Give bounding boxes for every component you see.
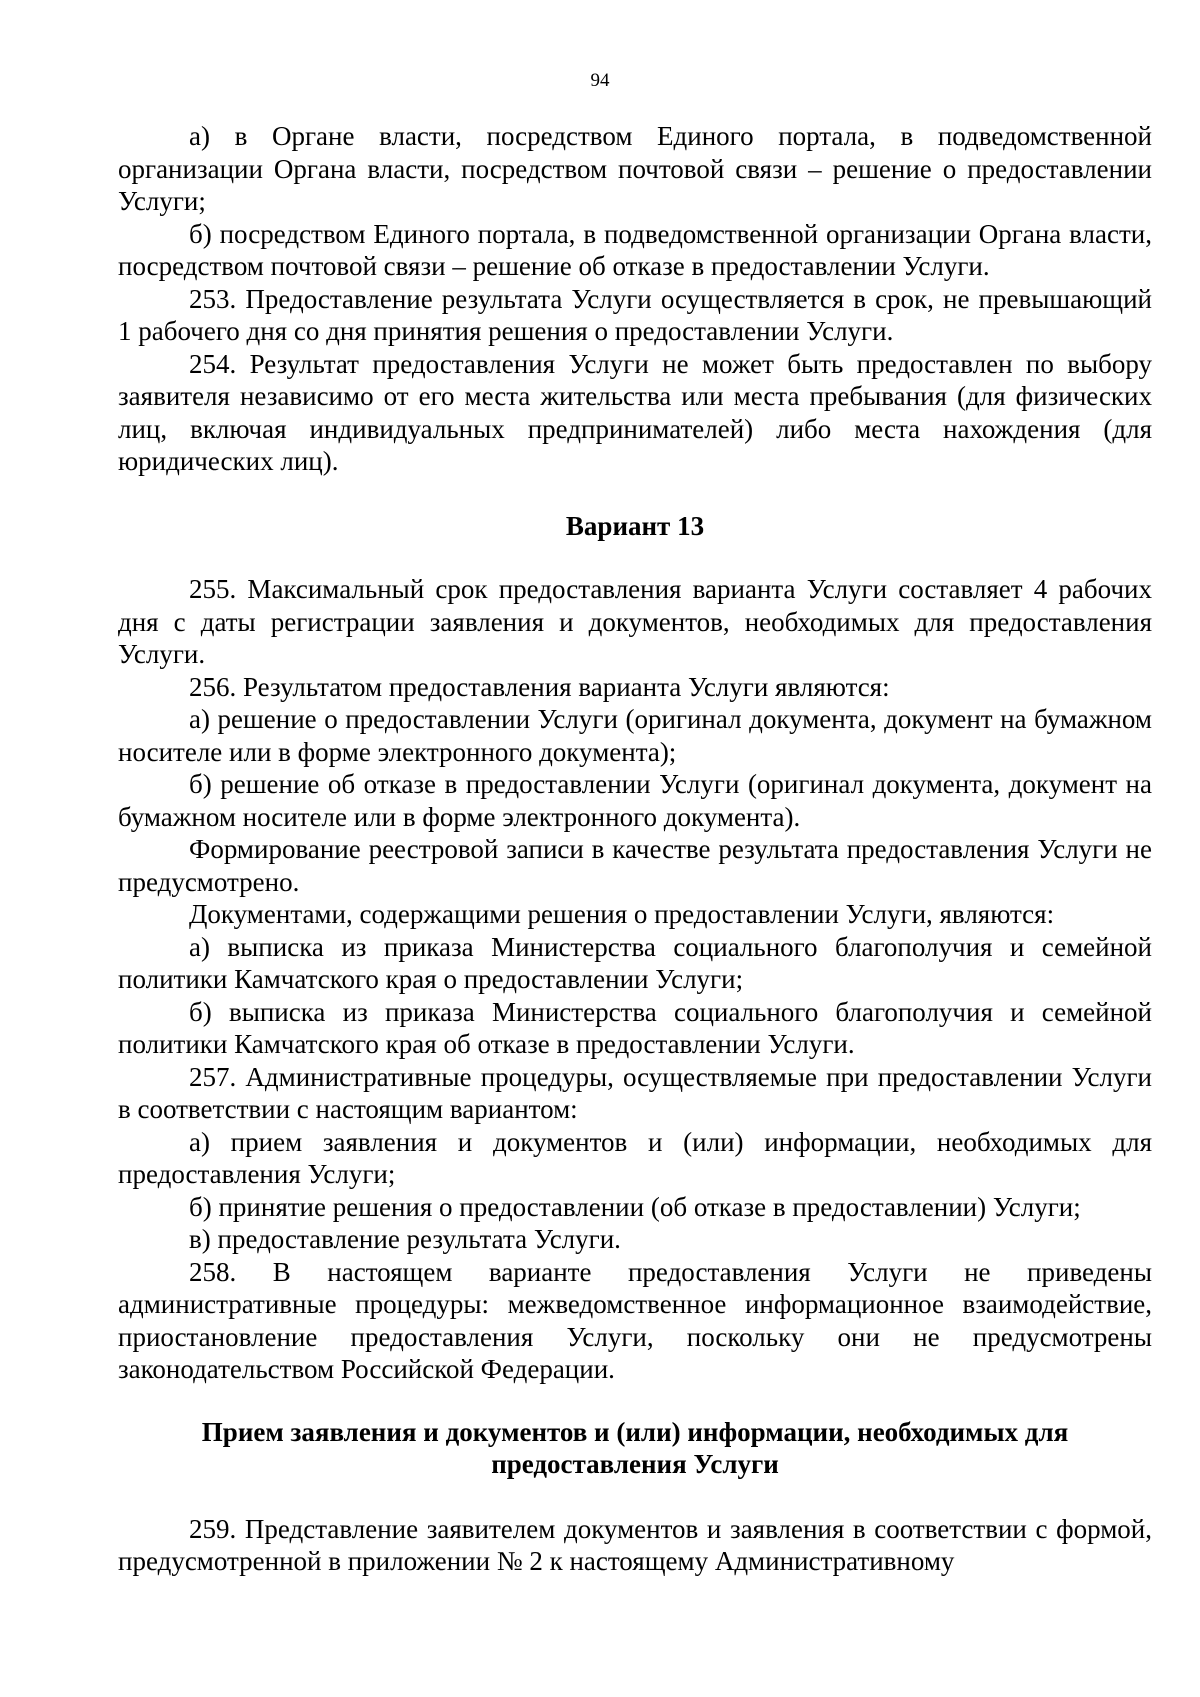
paragraph: б) выписка из приказа Министерства социального благополучия и семейной политики Камчатского края об отказе в предоставлении Услуги. (118, 996, 1152, 1059)
page-number: 94 (590, 70, 610, 91)
paragraph: 257. Административные процедуры, осуществляемые при предоставлении Услуги в соответствии с настоящим вариантом: (118, 1061, 1152, 1124)
paragraph: 254. Результат предоставления Услуги не может быть предоставлен по выбору заявителя независимо от его места жительства или места пребывания (для физических лиц, включая индивидуальных предпринимателей) либо места нахождения (для юридических лиц). (118, 348, 1152, 476)
paragraph: б) принятие решения о предоставлении (об отказе в предоставлении) Услуги; (189, 1191, 1081, 1222)
section-heading-reception (118, 1416, 1152, 1481)
paragraph: а) выписка из приказа Министерства социального благополучия и семейной политики Камчатского края о предоставлении Услуги; (118, 931, 1152, 994)
paragraph: а) в Органе власти, посредством Единого портала, в подведомственной организации Органа власти, посредством почтовой связи – решение о предоставлении Услуги; (118, 121, 1152, 216)
paragraph: а) прием заявления и документов и (или) информации, необходимых для предоставления Услуги; (118, 1126, 1152, 1189)
paragraph: в) предоставление результата Услуги. (189, 1224, 621, 1254)
paragraph: 253. Предоставление результата Услуги осуществляется в срок, не превышающий 1 рабочего дня со дня принятия решения о предоставлении Услуги. (118, 283, 1152, 346)
section-heading-variant: Вариант 13 (565, 510, 705, 541)
paragraph: б) посредством Единого портала, в подведомственной организации Органа власти, посредством почтовой связи – решение об отказе в предоставлении Услуги. (118, 218, 1152, 281)
heading-line-2: предоставления Услуги (491, 1449, 779, 1479)
paragraph: 255. Максимальный срок предоставления варианта Услуги составляет 4 рабочих дня с даты регистрации заявления и документов, необходимых для предоставления Услуги. (118, 574, 1152, 669)
paragraph: 258. В настоящем варианте предоставления Услуги не приведены административные процедуры: межведомственное информационное взаимодействие, приостановление предоставления Услуги, поскольку они не предусмотрены законодательством Российской Федерации. (118, 1256, 1152, 1384)
paragraph: а) решение о предоставлении Услуги (оригинал документа, документ на бумажном носителе или в форме электронного документа); (118, 704, 1152, 767)
paragraph: 259. Представление заявителем документов и заявления в соответствии с формой, предусмотренной в приложении № 2 к настоящему Административному (118, 1513, 1152, 1576)
paragraph: 256. Результатом предоставления варианта Услуги являются: (189, 671, 890, 702)
paragraph: Формирование реестровой записи в качестве результата предоставления Услуги не предусмотрено. (118, 834, 1152, 897)
paragraph: б) решение об отказе в предоставлении Услуги (оригинал документа, документ на бумажном носителе или в форме электронного документа). (118, 769, 1152, 832)
paragraph: Документами, содержащими решения о предоставлении Услуги, являются: (189, 899, 1055, 929)
document-body (118, 120, 1152, 1578)
heading-line-1: Прием заявления и документов и (или) информации, необходимых для (201, 1416, 1069, 1447)
